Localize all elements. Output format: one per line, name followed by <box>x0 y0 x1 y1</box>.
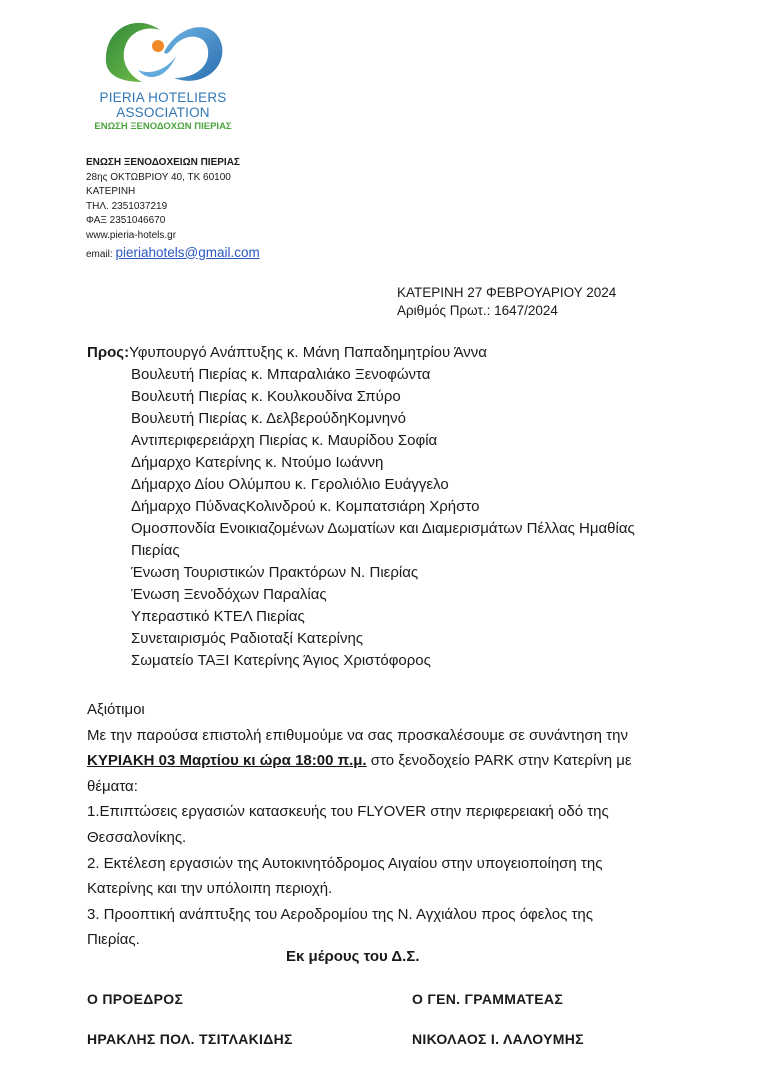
sender-org: ΕΝΩΣΗ ΞΕΝΟΔΟΧΕΙΩΝ ΠΙΕΡΙΑΣ <box>86 157 240 168</box>
on-behalf-of-board: Εκ μέρους του Δ.Σ. <box>286 948 420 965</box>
recipient-item: Βουλευτή Πιερίας κ. ΔελβερούδηΚομνηνό <box>131 410 406 427</box>
sender-email-row <box>86 246 260 263</box>
recipient-item: Ένωση Τουριστικών Πρακτόρων Ν. Πιερίας <box>131 564 419 581</box>
recipient-item: Ένωση Ξενοδόχων Παραλίας <box>131 586 327 603</box>
protocol-line <box>397 302 616 320</box>
secretary-name: ΝΙΚΟΛΑΟΣ Ι. ΛΑΛΟΥΜΗΣ <box>412 1031 584 1047</box>
date-line: ΚΑΤΕΡΙΝΗ 27 ΦΕΒΡΟΥΑΡΙΟΥ 2024 <box>397 285 617 300</box>
sender-address: 28ης ΟΚΤΩΒΡΙΟΥ 40, ΤΚ 60100 <box>86 171 231 183</box>
email-link[interactable]: pieriahotels@gmail.com <box>115 244 260 260</box>
recipients-label: Προς: <box>87 344 130 361</box>
president-title: Ο ΠΡΟΕΔΡΟΣ <box>87 991 184 1007</box>
protocol-label: Αριθμός Πρωτ.: <box>397 303 491 318</box>
letter-meta <box>397 284 616 320</box>
secretary-title: Ο ΓΕΝ. ΓΡΑΜΜΑΤΕΑΣ <box>412 991 564 1007</box>
recipient-item: Δήμαρχο Κατερίνης κ. Ντούμο Ιωάννη <box>131 454 384 471</box>
association-logo-icon <box>98 12 228 90</box>
topic-1-line-a: 1.Επιπτώσεις εργασιών κατασκευής του FLYOVER στην περιφερειακή οδό της <box>87 803 609 821</box>
recipient-item: Συνεταιρισμός Ραδιοταξί Κατερίνης <box>131 630 364 647</box>
logo-title-line1: PIERIA HOTELIERS <box>99 90 227 105</box>
sender-info <box>86 156 260 262</box>
recipient-item: Δήμαρχο ΠύδναςΚολινδρού κ. Κομπατσιάρη Χρήστο <box>131 498 480 515</box>
recipient-item: Υπεραστικό ΚΤΕΛ Πιερίας <box>131 608 305 625</box>
logo-title-line2: ASSOCIATION <box>116 105 210 120</box>
meeting-rest: στο ξενοδοχείο PARK στην Κατερίνη με <box>366 752 632 770</box>
email-label: email: <box>86 248 113 260</box>
topic-2-line-a: 2. Εκτέλεση εργασιών της Αυτοκινητόδρομος Αιγαίου στην υπογειοποίηση της <box>87 854 603 872</box>
recipient-item: Πιερίας <box>131 542 180 559</box>
sender-fax: ΦΑΞ 2351046670 <box>86 215 166 227</box>
recipient-item: Αντιπεριφερειάρχη Πιερίας κ. Μαυρίδου Σοφία <box>131 432 438 449</box>
protocol-number: 1647/2024 <box>494 303 558 318</box>
intro-line: Με την παρούσα επιστολή επιθυμούμε να σας προσκαλέσουμε σε συνάντηση την <box>87 726 628 744</box>
meeting-emphasis: ΚΥΡΙΑΚΗ 03 Μαρτίου κι ώρα 18:00 π.μ. <box>87 752 367 770</box>
recipient-item: Δήμαρχο Δίου Ολύμπου κ. Γερολιόλιο Ευάγγελο <box>131 476 449 493</box>
recipient-item: Υφυπουργό Ανάπτυξης κ. Μάνη Παπαδημητρίου Άννα <box>129 344 487 361</box>
topic-1-line-b: Θεσσαλονίκης. <box>87 828 187 846</box>
recipient-item: Βουλευτή Πιερίας κ. Κουλκουδίνα Σπύρο <box>131 388 401 405</box>
sender-phone: ΤΗΛ. 2351037219 <box>86 200 168 212</box>
letterhead-logo <box>88 12 238 133</box>
greeting: Αξιότιμοι <box>87 701 145 718</box>
topics-label: θέματα: <box>87 777 138 795</box>
recipient-item: Σωματείο ΤΑΞΙ Κατερίνης Άγιος Χριστόφορος <box>131 652 431 669</box>
logo-greek-subtitle: ΕΝΩΣΗ ΞΕΝΟΔΟΧΩΝ ΠΙΕΡΙΑΣ <box>94 121 232 132</box>
topic-3-line-b: Πιερίας. <box>87 931 140 949</box>
recipients-list <box>87 342 635 672</box>
recipient-item: Ομοσπονδία Ενοικιαζομένων Δωματίων και Διαμερισμάτων Πέλλας Ημαθίας <box>131 520 635 537</box>
topic-2-line-b: Κατερίνης και την υπόλοιπη περιοχή. <box>87 880 333 898</box>
sender-website[interactable]: www.pieria-hotels.gr <box>86 229 177 241</box>
sender-city: ΚΑΤΕΡΙΝΗ <box>86 186 136 198</box>
president-name: ΗΡΑΚΛΗΣ ΠΟΛ. ΤΣΙΤΛΑΚΙΔΗΣ <box>87 1031 293 1047</box>
meeting-line <box>87 748 717 774</box>
recipient-first-row <box>87 342 635 364</box>
topic-3-line-a: 3. Προοπτική ανάπτυξης του Αεροδρομίου της Ν. Αγχιάλου προς όφελος της <box>87 905 593 923</box>
letter-body <box>87 697 717 953</box>
recipient-item: Βουλευτή Πιερίας κ. Μπαραλιάκο Ξενοφώντα <box>131 366 431 383</box>
